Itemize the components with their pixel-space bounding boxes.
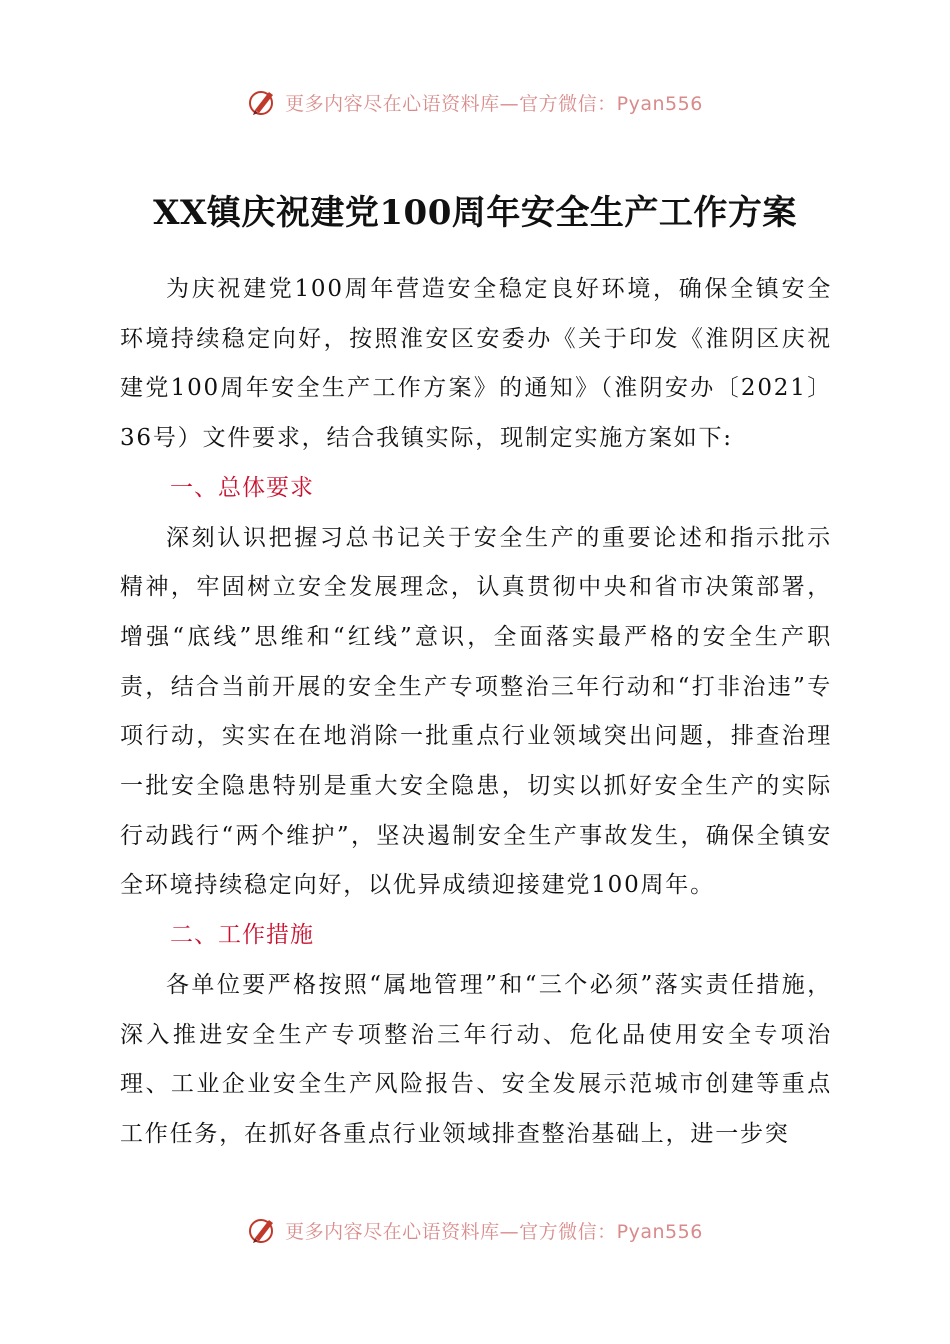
banner-text: 更多内容尽在心语资料库—官方微信：Pyan556: [285, 92, 703, 115]
document-body: [120, 265, 832, 1160]
watermark-banner-bottom: [0, 1210, 950, 1250]
document-title: XX镇庆祝建党100周年安全生产工作方案: [153, 193, 797, 233]
section-body-measures: 各单位要严格按照“属地管理”和“三个必须”落实责任措施，深入推进安全生产专项整治三年行动、危化品使用安全专项治理、工业企业安全生产风险报告、安全发展示范城市创建等重点工作任务，在抓好各重点行业领域排查整治基础上，进一步突: [120, 971, 832, 1147]
section-heading-requirements: 一、总体要求: [170, 474, 314, 501]
section-heading-measures: 二、工作措施: [170, 922, 314, 949]
watermark-banner-top: [0, 82, 950, 122]
section-body-requirements: 深刻认识把握习总书记关于安全生产的重要论述和指示批示精神，牢固树立安全发展理念，认真贯彻中央和省市决策部署，增强“底线”思维和“红线”意识，全面落实最严格的安全生产职责，结合当前开展的安全生产专项整治三年行动和“打非治违”专项行动，实实在在地消除一批重点行业领域突出问题，排查治理一批安全隐患特别是重大安全隐患，切实以抓好安全生产的实际行动践行“两个维护”，坚决遏制安全生产事故发生，确保全镇安全环境持续稳定向好，以优异成绩迎接建党100周年。: [120, 524, 832, 899]
banner-text: 更多内容尽在心语资料库—官方微信：Pyan556: [285, 1220, 703, 1243]
pen-logo-icon: [247, 1214, 279, 1246]
intro-paragraph: 为庆祝建党100周年营造安全稳定良好环境，确保全镇安全环境持续稳定向好，按照淮安区安委办《关于印发《淮阴区庆祝建党100周年安全生产工作方案》的通知》（淮阴安办〔2021〕36号）文件要求，结合我镇实际，现制定实施方案如下:: [120, 276, 832, 452]
pen-logo-icon: [247, 86, 279, 118]
